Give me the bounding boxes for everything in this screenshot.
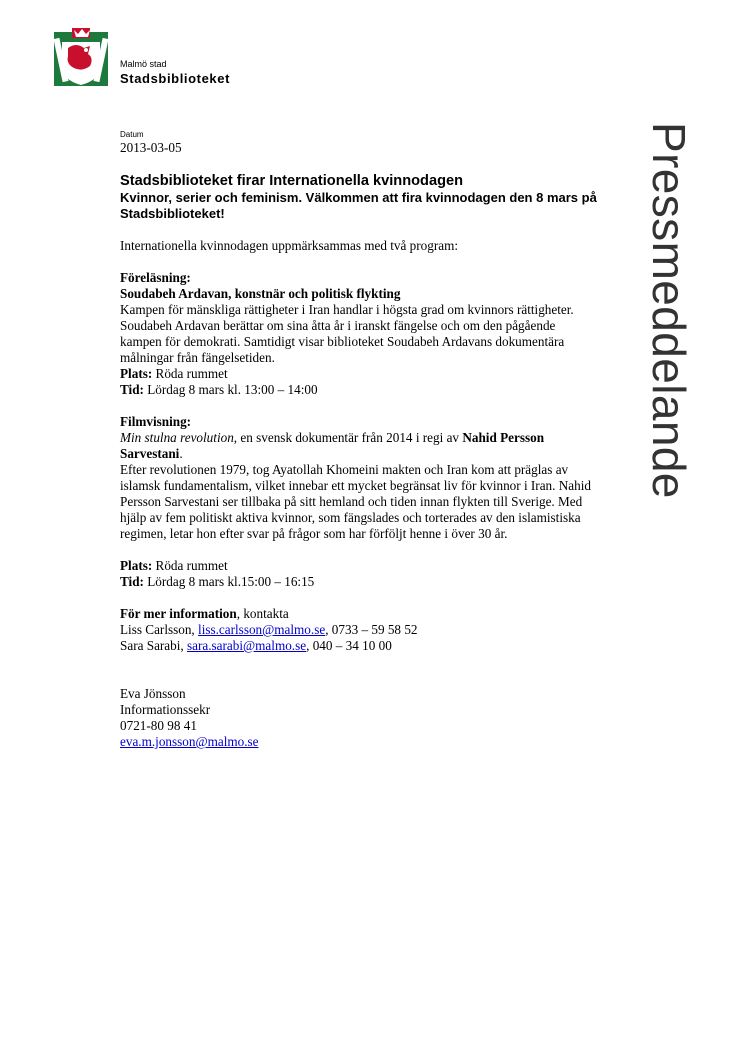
- lecture-time-value: Lördag 8 mars kl. 13:00 – 14:00: [143, 382, 318, 397]
- lecture-subheading: [120, 286, 600, 302]
- signature-title: Informationssekr: [120, 702, 211, 717]
- page-subtitle: Kvinnor, serier och feminism. Välkommen att fira kvinnodagen den 8 mars på Stadsbiblioteket!: [120, 190, 597, 221]
- signature-phone: 0721-80 98 41: [120, 718, 197, 733]
- lecture-body: Kampen för mänskliga rättigheter i Iran handlar i högsta grad om kvinnors rättigheter. Soudabeh Ardavan berättar om sina åtta år i iranskt fängelse och om den pågående kampen för demokrati. Samtidigt visar biblioteket Soudabeh Ardavans dokumentära målningar från fängelsetiden.: [120, 302, 574, 365]
- lecture-time-label: Tid:: [120, 382, 144, 397]
- org-name: Malmö stad: [120, 59, 167, 69]
- contact-name: Sara Sarabi,: [120, 638, 188, 653]
- malmo-coat-of-arms-logo: [54, 28, 108, 86]
- more-info-suffix: , kontakta: [236, 606, 289, 621]
- date-value: 2013-03-05: [120, 140, 182, 155]
- lecture-place: [120, 366, 600, 382]
- contact-phone: , 0733 – 59 58 52: [325, 622, 418, 637]
- lecture-place-value: Röda rummet: [152, 366, 228, 381]
- film-intro: [120, 430, 600, 462]
- contact-line: [120, 622, 600, 638]
- lecture-heading: [120, 270, 600, 286]
- more-info-label: För mer information: [120, 606, 237, 621]
- pressmeddelande-side-title: [640, 122, 700, 562]
- film-desc: , en svensk dokumentär från 2014 i regi av: [233, 430, 463, 445]
- film-period: .: [179, 446, 183, 461]
- film-heading: [120, 414, 600, 430]
- contact-email-link[interactable]: sara.sarabi@malmo.se: [187, 638, 307, 653]
- film-title: Min stulna revolution: [120, 430, 234, 445]
- film-place: [120, 558, 600, 574]
- intro-text: Internationella kvinnodagen uppmärksammas med två program:: [120, 238, 459, 253]
- film-time: [120, 574, 600, 590]
- film-body: Efter revolutionen 1979, tog Ayatollah Khomeini makten och Iran kom att präglas av islamsk fundamentalism, vilket innebar ett mycket begränsat liv för kvinnor i Iran. Nahid Persson Sarvestani ser tillbaka på sitt hemland och tiden innan flykten till Sverige. Med hjälp av fem politiskt aktiva kvinnor, som fängslades och torterades av den islamistiska regimen, letar hon efter svar på frågor som har förföljt henne i över 30 år.: [120, 462, 591, 541]
- lecture-heading-text: Föreläsning:: [120, 270, 191, 285]
- department-name: Stadsbiblioteket: [120, 71, 231, 86]
- more-info-line: [120, 606, 600, 622]
- contact-phone: , 040 – 34 10 00: [306, 638, 392, 653]
- press-release-body: [120, 130, 600, 750]
- side-title-text: Pressmeddelande: [643, 122, 695, 499]
- signature-name: Eva Jönsson: [120, 686, 186, 701]
- signature-email-line: [120, 734, 600, 750]
- film-place-value: Röda rummet: [152, 558, 228, 573]
- contact-email-link[interactable]: liss.carlsson@malmo.se: [198, 622, 326, 637]
- lecture-subheading-text: Soudabeh Ardavan, konstnär och politisk flykting: [120, 286, 401, 301]
- signature-email-link[interactable]: eva.m.jonsson@malmo.se: [120, 734, 259, 749]
- date-label: Datum: [120, 130, 144, 139]
- contact-line: [120, 638, 600, 654]
- page-title: Stadsbiblioteket firar Internationella kvinnodagen: [120, 173, 464, 189]
- lecture-place-label: Plats:: [120, 366, 153, 381]
- film-time-label: Tid:: [120, 574, 144, 589]
- contact-name: Liss Carlsson,: [120, 622, 199, 637]
- lecture-time: [120, 382, 600, 398]
- film-time-value: Lördag 8 mars kl.15:00 – 16:15: [143, 574, 315, 589]
- film-director: Nahid Persson Sarvestani: [120, 430, 545, 461]
- film-heading-text: Filmvisning:: [120, 414, 192, 429]
- film-place-label: Plats:: [120, 558, 153, 573]
